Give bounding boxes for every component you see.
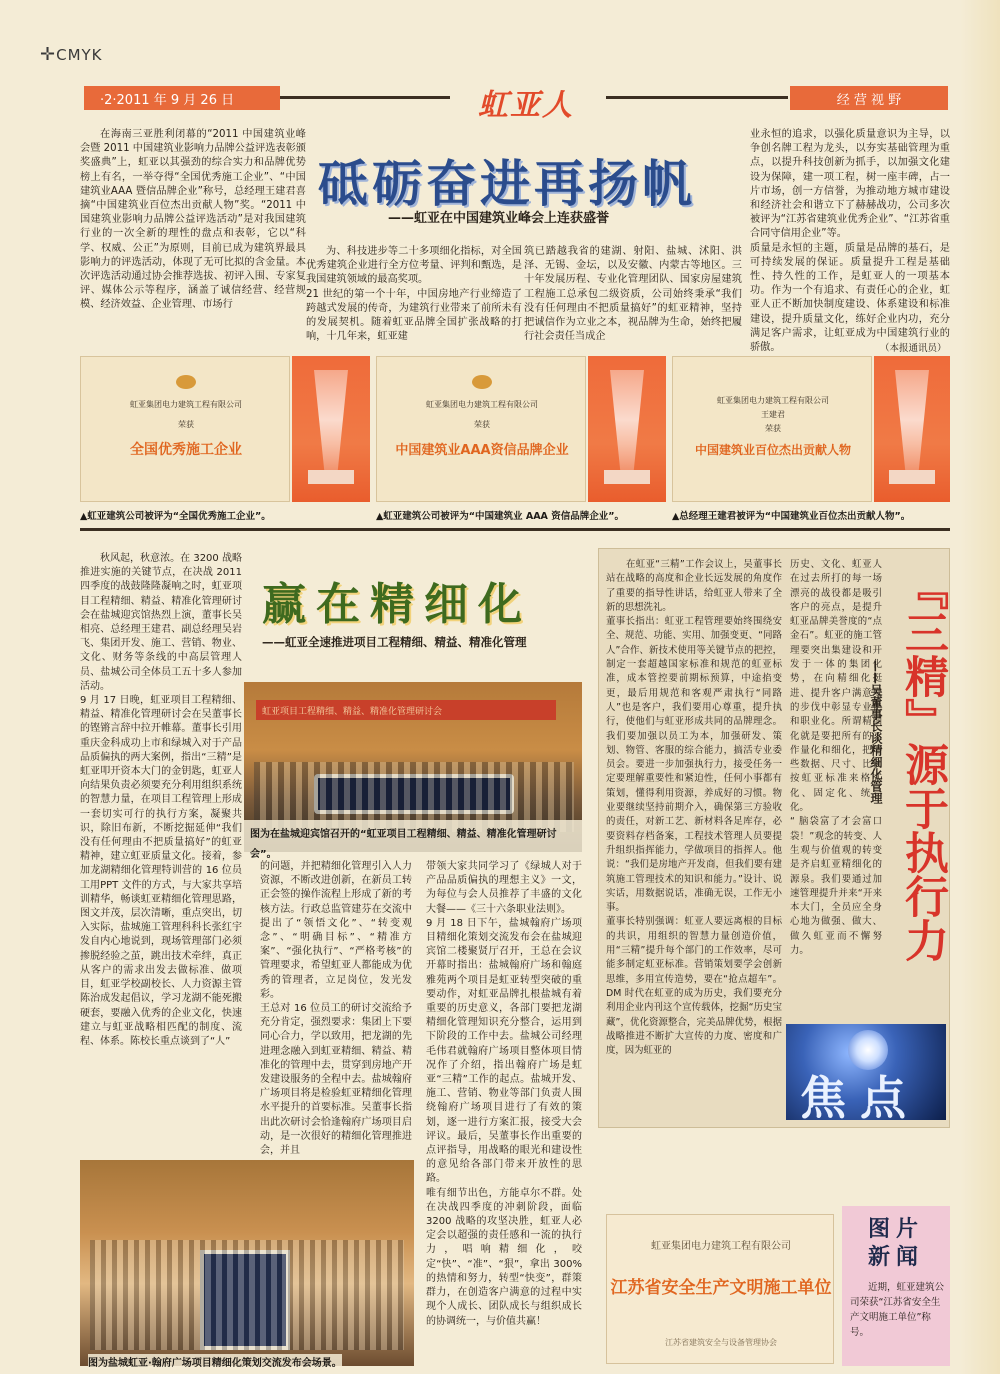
awards-row (80, 356, 950, 504)
trophy-crystal-icon (895, 370, 929, 470)
trophy-base-icon (889, 470, 935, 484)
award-certificate-3 (672, 356, 872, 502)
issue-date: ·2·2011 年 9 月 26 日 (100, 92, 235, 108)
meeting-attendees-2 (90, 1240, 404, 1350)
mid-article-col-2: 的问题，并把精细化管理引入人力资源，不断改进创新，在新员工转正会签的操作流程上形成了新的考核方法。行政总监管建芬在交流中提出了“领悟文化”、“转变观念”、“明确目标”、“精准方案”、“强化执行”、“严格考核”的管理要求，希望虹亚人都能成为优秀的管理者，立足岗位，发光发彩。 王总对 16 位员工的研讨交流给予充分肯定，强烈要求：集团上下要同心合力，学以致用，把龙湖的先进理念融入到虹亚精细、精益、精准化的管理中去，贯穿到房地产开发建设服务的全程中去。盐城翰府广场项目将是检验虹亚精细化管理水平提升的首要标准。吴董事长指出此次研讨会恰逢翰府广场项目启动，是一次很好的精细化管理推进会，并且 (260, 861, 412, 1157)
mid-article-col-1: 秋风起，秋意浓。在 3200 战略推进实施的关键节点，在决战 2011 四季度的战鼓隆隆凝响之时，虹亚项目工程精细、精益、精准化管理研讨会在盐城迎宾馆热烈上演，董事长吴相亮、总经理王建君、副总经理吴岩飞、集团开发、施工、营销、物业、文化、财务等条线的中高层管理人员、盐城公司全体员工五十多人参加活动。 9 月 17 日晚，虹亚项目工程精细、精益、精准化管理研讨会在吴董事长的铿锵言辞中拉开帷幕。董事长引用重庆金科成功上市和绿城入对于产品品质偏执的两大案例，指出“三精”是虹亚叩开资本大门的金钥匙，虹亚人向结果负责必须要充分利用组织系统的智慧力量，在项目工程管理上形成一套切实可行的执行方案，凝聚共识，除旧布新，不断挖掘延伸“我们没有任何理由不把质量搞好”的虹亚精神，建立虹亚质量文化。接着，参加龙湖精细化管理特训营的 16 位员工用PPT 文件的方式，与大家共享培训精华，畅谈虹亚精细化管理思路，图文并茂，层次清晰，重点突出，切入实际，盐城施工管理科科长张红宇发自内心地说到，现场管理部门必须掺脱经验之茧，跳出技术牵绊，真正从客户的需求出发去做标准、做项目，虹亚学校副校长、人力资源主管陈治成发起倡议，学习龙湖不能死搬硬套，要融入优秀的企业文化，快速建立与虹亚战略相匹配的制度、流程、体系。陈校长重点谈到了“人” (80, 553, 242, 1047)
award-label: 荣获 (178, 420, 194, 429)
section-divider (80, 528, 950, 531)
award-org: 虹亚集团电力建筑工程有限公司 (426, 400, 538, 409)
plaque-title: 江苏省安全生产文明施工单位 (610, 1278, 832, 1298)
photo-2-caption: 图为盐城虹亚·翰府广场项目精细化策划交流发布会场景。 (88, 1354, 342, 1369)
masthead: 虹亚人 (478, 88, 574, 123)
top-subhead: ——虹亚在中国建筑业峰会上连获盛誉 (388, 211, 610, 226)
award-trophy-2 (588, 356, 666, 502)
award-org: 虹亚集团电力建筑工程有限公司 (130, 400, 242, 409)
picture-news-box (842, 1206, 950, 1366)
page-edge-strip (960, 0, 1000, 1374)
award-label: 荣获 (765, 424, 781, 433)
photo-1-caption: 图为在盐城迎宾馆召开的“虹亚项目工程精细、精益、精准化管理研讨会”。 (250, 829, 557, 860)
top-article-col-2: 为、科技进步等二十多项细化指标，对全国优秀建筑企业进行全方位考量、评判和甄选，是我国建筑领域的最高奖项。 21 世纪的第一个十年，中国房地产行业缔造了跨越式发展的传奇，为建筑行业带来了前所未有的发展契机。随着虹亚品牌全国扩张战略的打响，十几年来，虹亚建 (306, 246, 522, 343)
photo-1-caption-box (244, 820, 582, 860)
cmyk-label: CMYK (56, 46, 103, 64)
safety-award-plaque (606, 1214, 834, 1364)
award-caption-2: ▲虹亚建筑公司被评为“中国建筑业 AAA 资信品牌企业”。 (376, 511, 624, 522)
top-article-col-3: 筑已踏越我省的建湖、射阳、盐城、沭阳、洪泽、无锡、金坛，以及安徽、内蒙古等地区。三十年发展历程、专业化管理团队、国家房屋建筑工程施工总承包二级资质，公司始终秉承“我们没有任何理由不把质量搞好”的虹亚精神，坚持把诚信作为立业之本，视品牌为生命，始终把履行社会责任当成企 (524, 246, 742, 343)
award-certificate-1 (80, 356, 290, 502)
mid-article-col-3: 带领大家共同学习了《绿城人对于产品品质偏执的理想主义》一文，为每位与会人员推荐了丰盛的文化大餐——《三十六条职业法则》。 9 月 18 日下午，盐城翰府广场项目精细化策划交流发布会在盐城迎宾馆二楼聚贤厅召开，王总在会议开幕时指出：盐城翰府广场和翰庭雅苑两个项目是虹亚转型突破的重要动作，对虹亚品牌扎根盐城有着重要的历史意义，各部门要把龙湖精细化管理知识充分整合，运用到下阶段的工作中去。盐城公司经理毛伟君就翰府广场项目整体项目情况作了介绍，指出翰府广场是虹亚“三精”工作的起点。盐城开发、施工、营销、物业等部门负责人围绕翰府广场项目进行了有效的策划，逐一进行方案汇报，接受大会评议。最后，吴董事长作出重要的点评指导，用战略的眼光和建设性的意见给各部门带来开放性的思路。 唯有细节出色，方能卓尔不群。处在决战四季度的冲刺阶段，面临 3200 战略的攻坚决胜，虹亚人必定会以超强的责任感和一流的执行力，唱响精细化，咬定“快”、“准”、“狠”，拿出 300% 的热情和努力，转型“快变”，群策群力，在创造客户满意的过程中实现个人成长、团队成长与组织成长的协调统一，与价值共赢！ (426, 861, 582, 1327)
side-article-col-2: 历史、文化、虹亚人在过去所打的每一场漂亮的战役都是吸引客户的亮点，是提升虹亚品牌美誉度的“点金石”。虹亚的施工管理要突出集建设和开发于一体的集团化势，在向精细化挺进、提升客户满意度的步伐中彰显专业化和职业化。所谓精细化就是要把所有的工作量化和细化，把一些数据、尺寸、比例按虹亚标准来格式化、固定化、统一化。 “ 脑袋富了才会富口袋！”观念的转变、人生观与价值观的转变是齐启虹亚精细化的源泉。我们要通过加速管理提升并来“开来本大门，全员应全身心地为做强、做大、做久虹亚而不懈努力。 (790, 559, 882, 957)
award-title: 中国建筑业AAA资信品牌企业 (395, 443, 569, 458)
meeting-banner (256, 700, 556, 720)
header-rule-left (280, 96, 450, 99)
meeting-photo-2 (80, 1160, 414, 1366)
plaque-org: 虹亚集团电力建筑工程有限公司 (651, 1241, 791, 1252)
focus-graphic (786, 1024, 946, 1125)
award-trophy-1 (292, 356, 370, 502)
picture-news-label-1: 图片 (867, 1217, 924, 1242)
award-caption-3: ▲总经理王建君被评为“中国建筑业百位杰出贡献人物”。 (672, 511, 911, 522)
plaque-issuer: 江苏省建筑安全与设备管理协会 (665, 1338, 777, 1347)
award-trophy-3 (874, 356, 950, 502)
award-org: 虹亚集团电力建筑工程有限公司 (717, 396, 829, 405)
header-rule-right (606, 96, 788, 99)
award-emblem-icon (472, 375, 492, 389)
section-name: 经 营 视 野 (836, 92, 902, 108)
cmyk-mark (40, 44, 103, 65)
picture-news-text: 近期，虹亚建筑公司荣获“江苏省安全生产文明施工单位”称号。 (850, 1282, 945, 1338)
meeting-banner-text: 虹亚项目工程精细、精益、精准化管理研讨会 (262, 706, 443, 717)
award-label: 荣获 (474, 420, 490, 429)
date-bar (84, 86, 280, 110)
top-article-col-4: 业永恒的追求，以强化质量意识为主导，以争创名牌工程为龙头，以夯实基础管理为重点，以提升科技创新为抓手，以加强文化建设为保障，建一项工程，树一座丰碑，占一片市场，创一方信誉，为推动地方城市建设和经济社会和谐立下了赫赫战功，公司多次被评为“江苏省建筑业优秀企业”、“江苏省重合同守信用企业”等。 质量是永恒的主题，质量是品牌的基石，是可持续发展的保证。质量提升工程是基础性、持久性的工作，是虹亚人的一项基本功。作为一个有追求、有责任心的企业，虹亚人正不断加快制度建设、体系建设和标准建设，提升质量文化，练好企业内功，充分满足客户需求，让虹亚成为中国建筑行业的骄傲。 (750, 129, 950, 354)
award-caption-1: ▲虹亚建筑公司被评为“全国优秀施工企业”。 (80, 511, 271, 522)
trophy-base-icon (604, 470, 650, 484)
mid-subhead: ——虹亚全速推进项目工程精细、精益、精准化管理 (262, 635, 527, 649)
trophy-base-icon (308, 470, 354, 484)
picture-news-label-2: 新闻 (867, 1245, 924, 1270)
award-certificate-2 (376, 356, 586, 502)
top-article-col-1: 在海南三亚胜利闭幕的“2011 中国建筑业峰会暨 2011 中国建筑业影响力品牌公益评选表彰颁奖盛典”上，虹亚以其强劲的综合实力和品牌优势榜上有名，一举夺得“全国优秀施工企业”、“中国建筑业AAA 暨信品牌企业”称号，总经理王建君喜摘“中国建筑业百位杰出贡献人物”奖。“2011 中国建筑业影响力品牌公益评选活动”是对我国建筑行业的一次全新的理性的盘点和表彰，它以“科学、权威、公正”为原则，目前已成为建筑界最具影响力的评选活动，体现了无可比拟的含金量。本次评选活动通过协会推荐选拔、初评入围、专家复评、媒体公示等程序，涵盖了诚信经营、经营规模、经济效益、企业管理、市场行 (80, 129, 306, 311)
registration-cross-icon: ✛ (40, 44, 57, 65)
side-headline: 『三精』源于执行力 (897, 566, 948, 962)
award-title: 全国优秀施工企业 (130, 442, 242, 458)
side-article-col-1: 在虹亚“三精”工作会议上，吴董事长站在战略的高度和企业长远发展的角度作了重要的指导性讲话，给虹亚人带来了全新的思想洗礼。 董事长指出：虹亚工程管理要始终围绕安全、规范、功能、实用、加强变更、“同路人”合作、新技术使用等关键节点的把控，制定一套超越国家标准和规范的虹亚标准，成本管控要前期标预算，中途掐变更，最后用规范和客观严肃执行“同路人”也是客户，我们要用心尊重，提升执行，使他们与虹亚形成共同的品牌理念。我们要加强以员工为本，加强研发、策划、物管、客服的综合能力，搞活专业委员会。要进一步加强执行力，接受任务一定要理解重要性和紧迫性，任何小事都有策划，懂得利用资源，养成好的习惯。物业要继续坚持前期介入，确保第三方验收的责任，对新工艺、新材料各足库存，必要资料存档备案，工程技术管理人员要提升组织指挥能力，学做项目的指挥人。他说：“我们是房地产开发商，但我们要有建筑施工管理技术的知识和能力。”设计、说实话，用数据说话，准确无误，工作无小事。 董事长特别强调：虹亚人要远离根的目标的共识，用组织的智慧力量创造价值，用“三精”提升每个部门的工作效率，尽可能多制定虹亚标准。营销策划要学会创新思维，多用宣传造势，要在“抢点超车”。DM 时代在虹亚的成为历史，我们要充分利用企业内刊这个宣传载体，挖掘“历史宝藏”，优化资源整合，完美品牌优势，根据战略推进不断扩大宣传的力度、密度和广度，因为虹亚的 (606, 559, 782, 1057)
trophy-crystal-icon (610, 370, 644, 470)
mid-headline: 赢在精细化 (262, 579, 532, 630)
award-person: 王建君 (761, 410, 785, 419)
award-emblem-icon (176, 375, 196, 389)
focus-label: 焦点 (800, 1071, 920, 1125)
top-article-credit: （本报通讯员） (880, 343, 947, 354)
top-headline: 砥砺奋进再扬帆 (318, 154, 696, 213)
award-title: 中国建筑业百位杰出贡献人物 (694, 443, 851, 457)
section-bar (790, 86, 948, 110)
side-subhead: ——吴董事长谈精细化管理 (869, 660, 883, 804)
trophy-crystal-icon (314, 370, 348, 470)
